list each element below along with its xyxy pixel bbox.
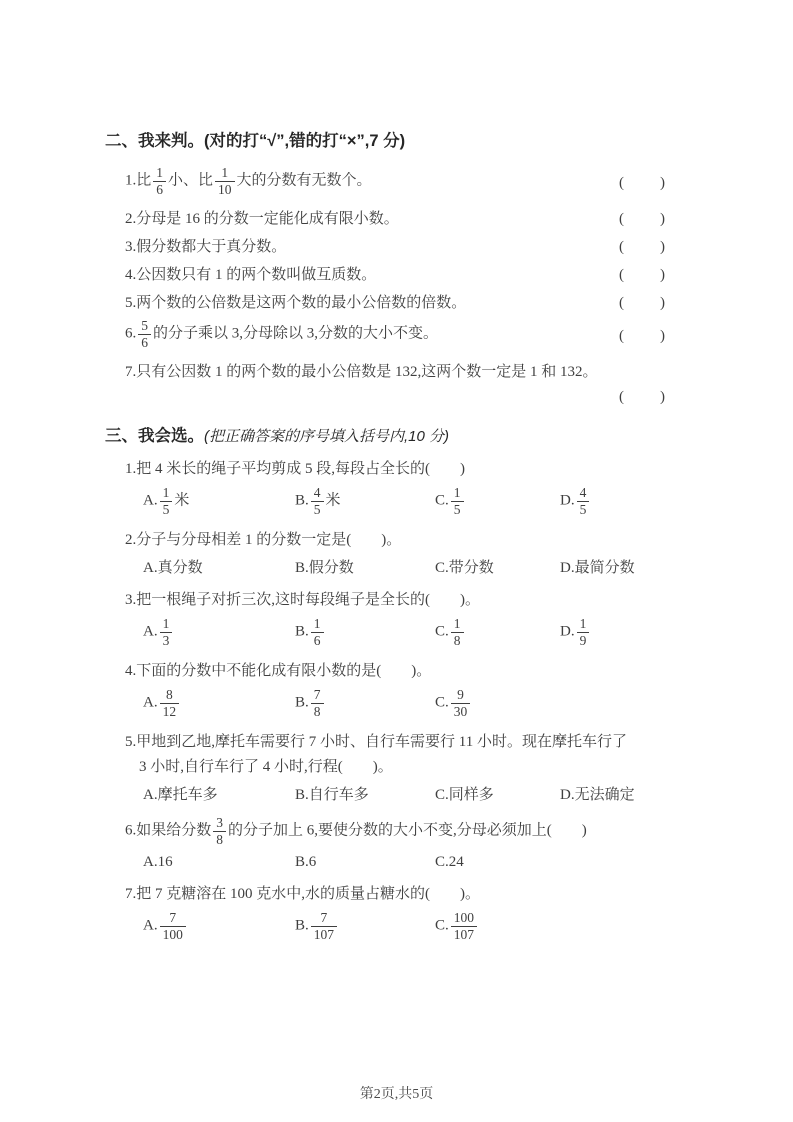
judge-item-6-answer-bracket: ( ) (619, 327, 667, 344)
choice-question-6-option-a: A.16 (143, 854, 173, 871)
choice-question-5-option-b: B.自行车多 (295, 787, 369, 804)
section-judge-title-paren: (对的打“√”,错的打“×”,7 分) (204, 132, 406, 150)
choice-question-1-option-b: B. $\frac{4}{5}$ 米 (295, 485, 341, 517)
choice-question-5-options (105, 783, 693, 804)
fraction: $\frac{1}{3}$ (160, 616, 173, 648)
judge-item-3-text: 3.假分数都大于真分数。 (125, 239, 287, 256)
fraction: $\frac{4}{5}$ (577, 485, 590, 517)
choice-question-1-option-c: C. $\frac{1}{5}$ (435, 485, 560, 517)
section-choice-title-main: 三、我会选。 (105, 427, 204, 446)
choice-question-7-option-b: B. $\frac{7}{107}$ (295, 910, 435, 942)
choice-question-2-option-b: B.假分数 (295, 560, 354, 577)
judge-item-1-text: 1.比 $\frac{1}{6}$ 小、比 $\frac{1}{10}$ 大的分数有无数个。 (125, 165, 372, 197)
judge-item-4-text: 4.公因数只有 1 的两个数叫做互质数。 (125, 267, 377, 284)
worksheet-content (105, 127, 693, 942)
fraction: $\frac{3}{8}$ (213, 815, 226, 847)
judge-item-4 (105, 263, 693, 284)
judge-item-6-text: 6. $\frac{5}{6}$ 的分子乘以 3,分母除以 3,分数的大小不变。 (125, 318, 439, 350)
choice-question-6-options (105, 854, 693, 871)
choice-question-1-option-a: A. $\frac{1}{5}$ 米 (143, 485, 190, 517)
judge-item-4-answer-bracket: ( ) (619, 267, 667, 284)
fraction: $\frac{1}{5}$ (451, 485, 464, 517)
page-footer: 第2页,共5页 (359, 1087, 434, 1102)
fraction: $\frac{7}{107}$ (311, 910, 337, 942)
choice-question-4-option-c: C. $\frac{9}{30}$ (435, 687, 560, 719)
judge-item-2-text: 2.分母是 16 的分数一定能化成有限小数。 (125, 211, 399, 228)
judge-item-5-text: 5.两个数的公倍数是这两个数的最小公倍数的倍数。 (125, 295, 467, 312)
judge-item-7-text: 7.只有公因数 1 的两个数的最小公倍数是 132,这两个数一定是 1 和 132。 (125, 364, 598, 381)
fraction: $\frac{7}{8}$ (311, 687, 324, 719)
fraction: $\frac{100}{107}$ (451, 910, 477, 942)
section-judge-title-main: 二、我来判。 (105, 132, 204, 150)
section-choice-title (105, 422, 693, 446)
choice-question-7-option-c: C. $\frac{100}{107}$ (435, 910, 560, 942)
choice-question-4-option-b: B. $\frac{7}{8}$ (295, 687, 435, 719)
fraction: $\frac{7}{100}$ (160, 910, 186, 942)
judge-item-5-answer-bracket: ( ) (619, 295, 667, 312)
choice-question-2-option-c: C.带分数 (435, 560, 494, 577)
choice-question-6-option-b: B.6 (295, 854, 317, 871)
fraction: $\frac{1}{5}$ (160, 485, 173, 517)
judge-item-2-answer-bracket: ( ) (619, 211, 667, 228)
choice-question-3-options (105, 616, 693, 648)
fraction: $\frac{8}{12}$ (160, 687, 180, 719)
choice-question-6-text: 6.如果给分数 $\frac{3}{8}$ 的分子加上 6,要使分数的大小不变,分母必须加上( ) (125, 815, 587, 847)
choice-question-3-option-a: A. $\frac{1}{3}$ (143, 616, 295, 648)
section-judge-title (105, 127, 693, 151)
choice-question-3-option-d: D. $\frac{1}{9}$ (560, 616, 693, 648)
judge-item-7-answer-bracket: ( ) (619, 389, 667, 406)
fraction: $\frac{1}{6}$ (153, 165, 166, 197)
choice-question-5-option-d: D.无法确定 (560, 787, 635, 804)
fraction: $\frac{9}{30}$ (451, 687, 471, 719)
choice-question-3-option-b: B. $\frac{1}{6}$ (295, 616, 435, 648)
judge-item-3-answer-bracket: ( ) (619, 239, 667, 256)
judge-item-7 (105, 360, 693, 381)
choice-question-3-option-c: C. $\frac{1}{8}$ (435, 616, 560, 648)
choice-question-4-options (105, 687, 693, 719)
choice-question-4-text: 4.下面的分数中不能化成有限小数的是( )。 (125, 663, 432, 680)
fraction: $\frac{5}{6}$ (138, 318, 151, 350)
judge-item-2 (105, 207, 693, 228)
judge-item-3 (105, 235, 693, 256)
choice-question-1-option-d: D. $\frac{4}{5}$ (560, 485, 693, 517)
judge-item-6 (105, 318, 693, 350)
fraction: $\frac{4}{5}$ (311, 485, 324, 517)
choice-question-7-text: 7.把 7 克糖溶在 100 克水中,水的质量占糖水的( )。 (125, 886, 480, 903)
choice-question-5-option-a: A.摩托车多 (143, 787, 218, 804)
judge-item-1 (105, 165, 693, 197)
choice-question-5-text-line-2: 3 小时,自行车行了 4 小时,行程( )。 (139, 759, 393, 776)
choice-question-2-options (105, 556, 693, 577)
choice-question-5-option-c: C.同样多 (435, 787, 494, 804)
fraction: $\frac{1}{9}$ (577, 616, 590, 648)
choice-question-5-text-line-1: 5.甲地到乙地,摩托车需要行 7 小时、自行车需要行 11 小时。现在摩托车行了 (125, 734, 627, 751)
fraction: $\frac{1}{6}$ (311, 616, 324, 648)
choice-question-6-option-c: C.24 (435, 854, 464, 871)
choice-question-1-text: 1.把 4 米长的绳子平均剪成 5 段,每段占全长的( ) (125, 461, 465, 478)
choice-question-1-options (105, 485, 693, 517)
fraction: $\frac{1}{8}$ (451, 616, 464, 648)
judge-item-7-bracket-row (105, 385, 693, 406)
choice-question-7-options (105, 910, 693, 942)
section-choice-title-paren: (把正确答案的序号填入括号内,10 分) (204, 428, 450, 446)
choice-question-7-option-a: A. $\frac{7}{100}$ (143, 910, 295, 942)
judge-item-5 (105, 291, 693, 312)
choice-question-3-text: 3.把一根绳子对折三次,这时每段绳子是全长的( )。 (125, 592, 480, 609)
judge-item-1-answer-bracket: ( ) (619, 174, 667, 191)
choice-question-2-option-a: A.真分数 (143, 560, 203, 577)
choice-question-2-option-d: D.最简分数 (560, 560, 635, 577)
choice-question-4-option-a: A. $\frac{8}{12}$ (143, 687, 295, 719)
fraction: $\frac{1}{10}$ (215, 165, 235, 197)
choice-question-2-text: 2.分子与分母相差 1 的分数一定是( )。 (125, 532, 402, 549)
